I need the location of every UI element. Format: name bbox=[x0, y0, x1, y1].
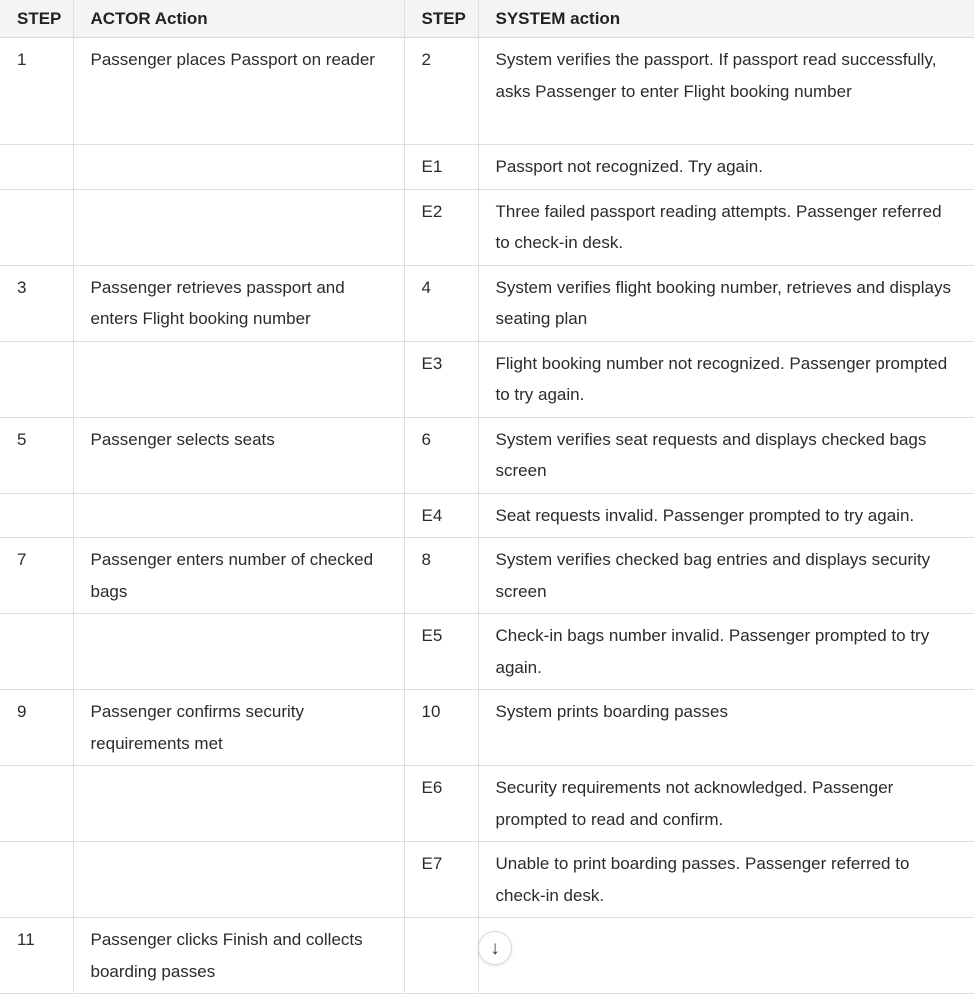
actor-action-cell bbox=[73, 493, 404, 538]
actor-action-cell: Passenger retrieves passport and enters Flight booking number bbox=[73, 265, 404, 341]
system-step-cell: E2 bbox=[404, 189, 478, 265]
actor-action-cell: Passenger clicks Finish and collects boarding passes bbox=[73, 918, 404, 994]
system-action-cell: Flight booking number not recognized. Passenger prompted to try again. bbox=[478, 341, 974, 417]
actor-step-cell: 11 bbox=[0, 918, 73, 994]
header-system-action: SYSTEM action bbox=[478, 0, 974, 38]
actor-step-cell: 7 bbox=[0, 538, 73, 614]
actor-action-cell: Passenger places Passport on reader bbox=[73, 38, 404, 145]
system-action-cell: System verifies the passport. If passport read successfully, asks Passenger to enter Flight booking number bbox=[478, 38, 974, 145]
system-step-cell: 6 bbox=[404, 417, 478, 493]
system-step-cell: E6 bbox=[404, 766, 478, 842]
system-action-cell bbox=[478, 918, 974, 994]
arrow-down-icon: ↓ bbox=[490, 937, 500, 959]
system-action-cell: System verifies flight booking number, retrieves and displays seating plan bbox=[478, 265, 974, 341]
system-step-cell: E5 bbox=[404, 614, 478, 690]
system-action-cell: System verifies seat requests and displays checked bags screen bbox=[478, 417, 974, 493]
table-row bbox=[0, 538, 974, 614]
actor-step-cell bbox=[0, 614, 73, 690]
system-action-cell: Three failed passport reading attempts. Passenger referred to check-in desk. bbox=[478, 189, 974, 265]
system-step-cell: 2 bbox=[404, 38, 478, 145]
header-system-step: STEP bbox=[404, 0, 478, 38]
table-row bbox=[0, 265, 974, 341]
scroll-down-button[interactable] bbox=[478, 931, 512, 965]
system-action-cell: System prints boarding passes bbox=[478, 690, 974, 766]
system-step-cell: E4 bbox=[404, 493, 478, 538]
system-step-cell: E3 bbox=[404, 341, 478, 417]
header-row bbox=[0, 0, 974, 38]
table-row bbox=[0, 493, 974, 538]
header-actor-step: STEP bbox=[0, 0, 73, 38]
actor-action-cell bbox=[73, 842, 404, 918]
system-action-cell: Seat requests invalid. Passenger prompted to try again. bbox=[478, 493, 974, 538]
table-row bbox=[0, 690, 974, 766]
table-row bbox=[0, 38, 974, 145]
table-row bbox=[0, 842, 974, 918]
actor-action-cell bbox=[73, 766, 404, 842]
actor-step-cell bbox=[0, 842, 73, 918]
system-step-cell: 4 bbox=[404, 265, 478, 341]
actor-action-cell bbox=[73, 189, 404, 265]
system-step-cell: E1 bbox=[404, 145, 478, 190]
actor-action-cell bbox=[73, 145, 404, 190]
system-step-cell: 10 bbox=[404, 690, 478, 766]
actor-action-cell: Passenger confirms security requirements met bbox=[73, 690, 404, 766]
actor-step-cell: 3 bbox=[0, 265, 73, 341]
table-body bbox=[0, 38, 974, 994]
system-step-cell: 8 bbox=[404, 538, 478, 614]
table-row bbox=[0, 189, 974, 265]
system-action-cell: Check-in bags number invalid. Passenger prompted to try again. bbox=[478, 614, 974, 690]
actor-action-cell: Passenger enters number of checked bags bbox=[73, 538, 404, 614]
actor-action-cell bbox=[73, 614, 404, 690]
actor-step-cell bbox=[0, 493, 73, 538]
system-step-cell bbox=[404, 918, 478, 994]
table-row bbox=[0, 341, 974, 417]
table-row bbox=[0, 766, 974, 842]
system-action-cell: Unable to print boarding passes. Passenger referred to check-in desk. bbox=[478, 842, 974, 918]
actor-step-cell: 9 bbox=[0, 690, 73, 766]
header-actor-action: ACTOR Action bbox=[73, 0, 404, 38]
system-action-cell: Passport not recognized. Try again. bbox=[478, 145, 974, 190]
actor-step-cell bbox=[0, 341, 73, 417]
actor-action-cell: Passenger selects seats bbox=[73, 417, 404, 493]
system-action-cell: System verifies checked bag entries and displays security screen bbox=[478, 538, 974, 614]
actor-action-cell bbox=[73, 341, 404, 417]
table-row bbox=[0, 417, 974, 493]
actor-step-cell: 1 bbox=[0, 38, 73, 145]
system-action-cell: Security requirements not acknowledged. Passenger prompted to read and confirm. bbox=[478, 766, 974, 842]
actor-step-cell bbox=[0, 189, 73, 265]
table-row bbox=[0, 145, 974, 190]
actor-step-cell: 5 bbox=[0, 417, 73, 493]
system-step-cell: E7 bbox=[404, 842, 478, 918]
table-row bbox=[0, 614, 974, 690]
actor-step-cell bbox=[0, 766, 73, 842]
actor-step-cell bbox=[0, 145, 73, 190]
